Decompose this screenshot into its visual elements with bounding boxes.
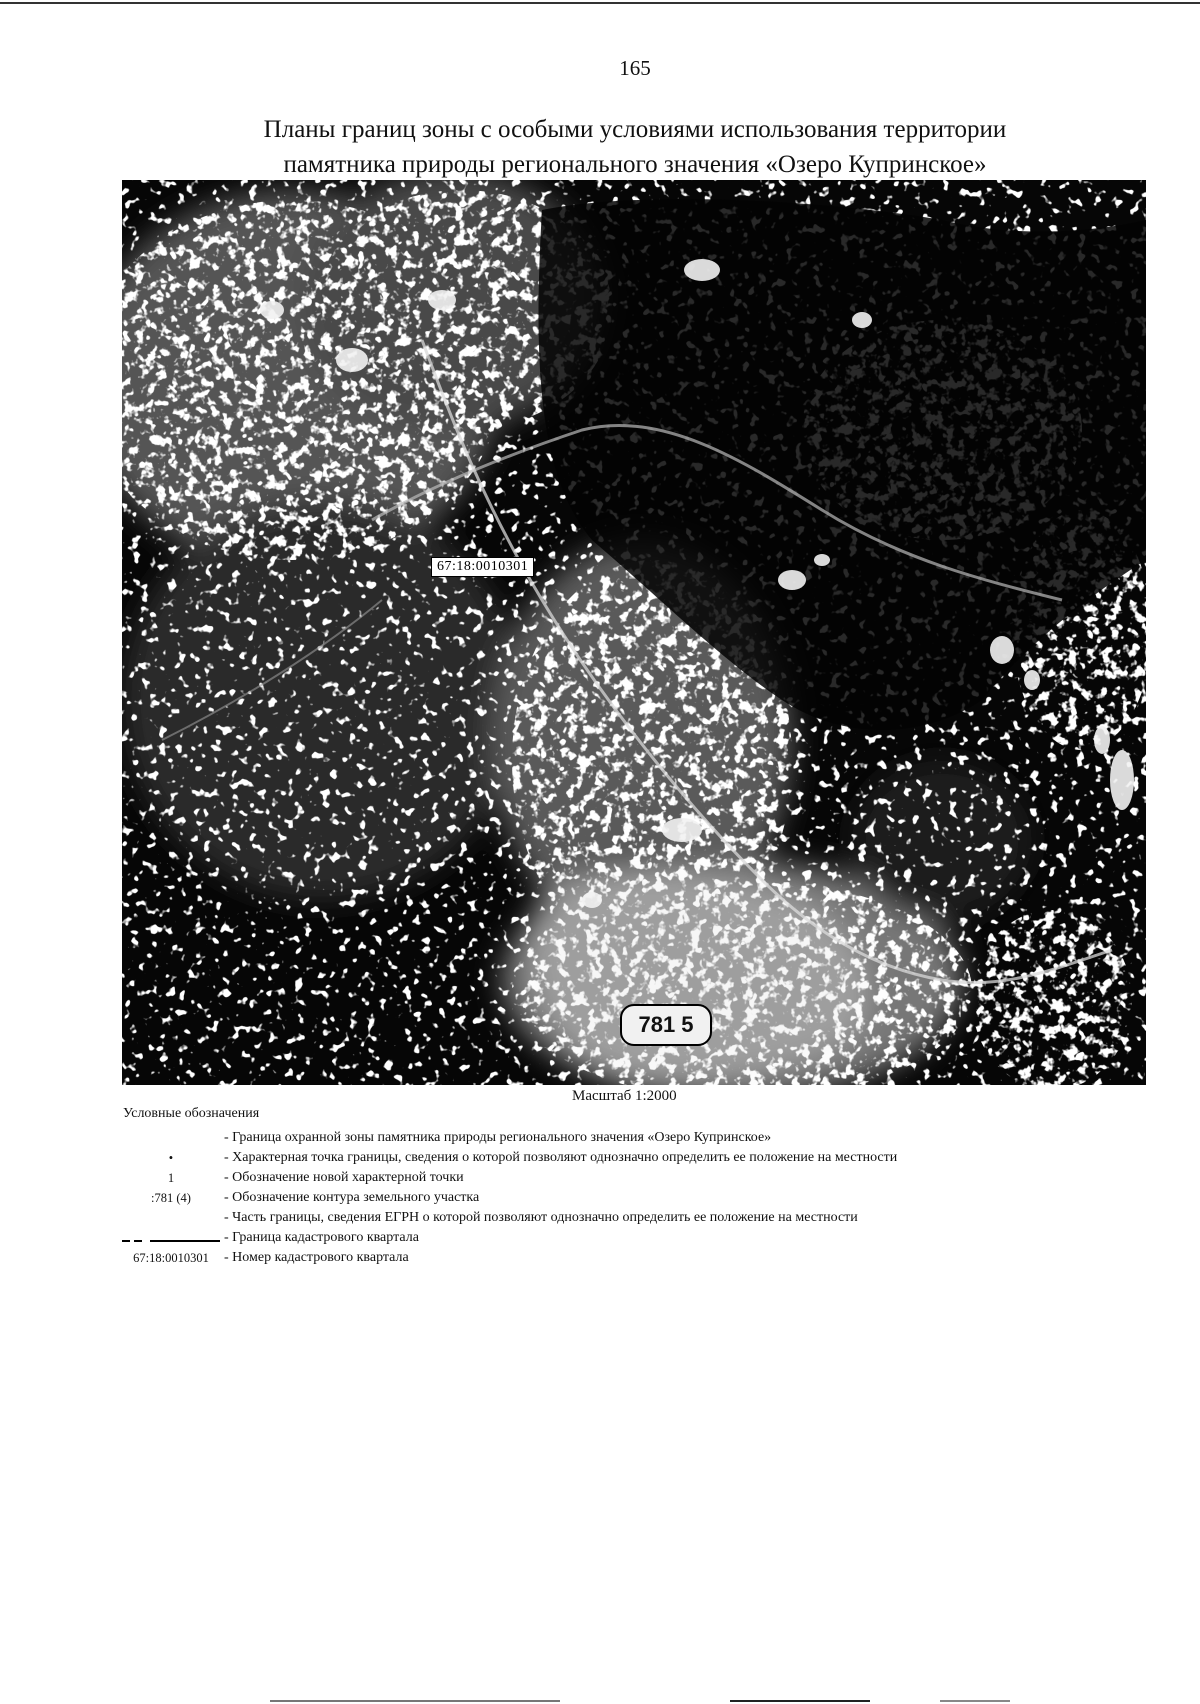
legend-text: - Обозначение контура земельного участка: [224, 1190, 480, 1205]
document-title: [120, 112, 1150, 182]
cadastral-quarter-label: 67:18:0010301: [431, 557, 534, 577]
legend-item: [120, 1228, 1080, 1248]
legend-symbol-number: 1: [167, 1170, 175, 1185]
legend-item: [120, 1168, 1080, 1188]
legend-title: Условные обозначения: [123, 1106, 260, 1121]
legend-symbol-contour: :781 (4): [151, 1190, 191, 1205]
legend-text: - Граница охранной зоны памятника природы регионального значения «Озеро Купринское»: [224, 1130, 772, 1145]
top-border-line: [0, 2, 1200, 4]
title-line-2: памятника природы регионального значения «Озеро Купринское»: [283, 151, 987, 178]
legend-symbol-none: [120, 1211, 222, 1226]
legend-item: [120, 1248, 1080, 1268]
legend-item: [120, 1208, 1080, 1228]
title-line-1: Планы границ зоны с особыми условиями использования территории: [263, 116, 1007, 143]
legend-symbol-quarter-number: 67:18:0010301: [133, 1250, 209, 1265]
legend-symbol-dashed-line: [120, 1231, 222, 1246]
page-number: 165: [619, 56, 651, 80]
parcel-contour-label: 781 5: [620, 1004, 712, 1046]
legend-text: - Характерная точка границы, сведения о которой позволяют однозначно определить ее положение на местности: [224, 1150, 898, 1165]
legend-text: - Часть границы, сведения ЕГРН о которой позволяют однозначно определить ее положение на местности: [224, 1210, 858, 1225]
legend-text: - Обозначение новой характерной точки: [224, 1170, 464, 1185]
satellite-imagery: [122, 180, 1146, 1085]
legend-text: - Граница кадастрового квартала: [224, 1230, 419, 1245]
legend-item: [120, 1148, 1080, 1168]
legend: [120, 1128, 1080, 1268]
map-scale: Масштаб 1:2000: [572, 1088, 677, 1104]
legend-item: [120, 1128, 1080, 1148]
legend-text: - Номер кадастрового квартала: [224, 1250, 409, 1265]
legend-symbol-point: •: [168, 1150, 174, 1165]
legend-item: [120, 1188, 1080, 1208]
bottom-border-line: [0, 1700, 1200, 1702]
satellite-map: [122, 180, 1146, 1085]
legend-symbol-none: [120, 1131, 222, 1146]
